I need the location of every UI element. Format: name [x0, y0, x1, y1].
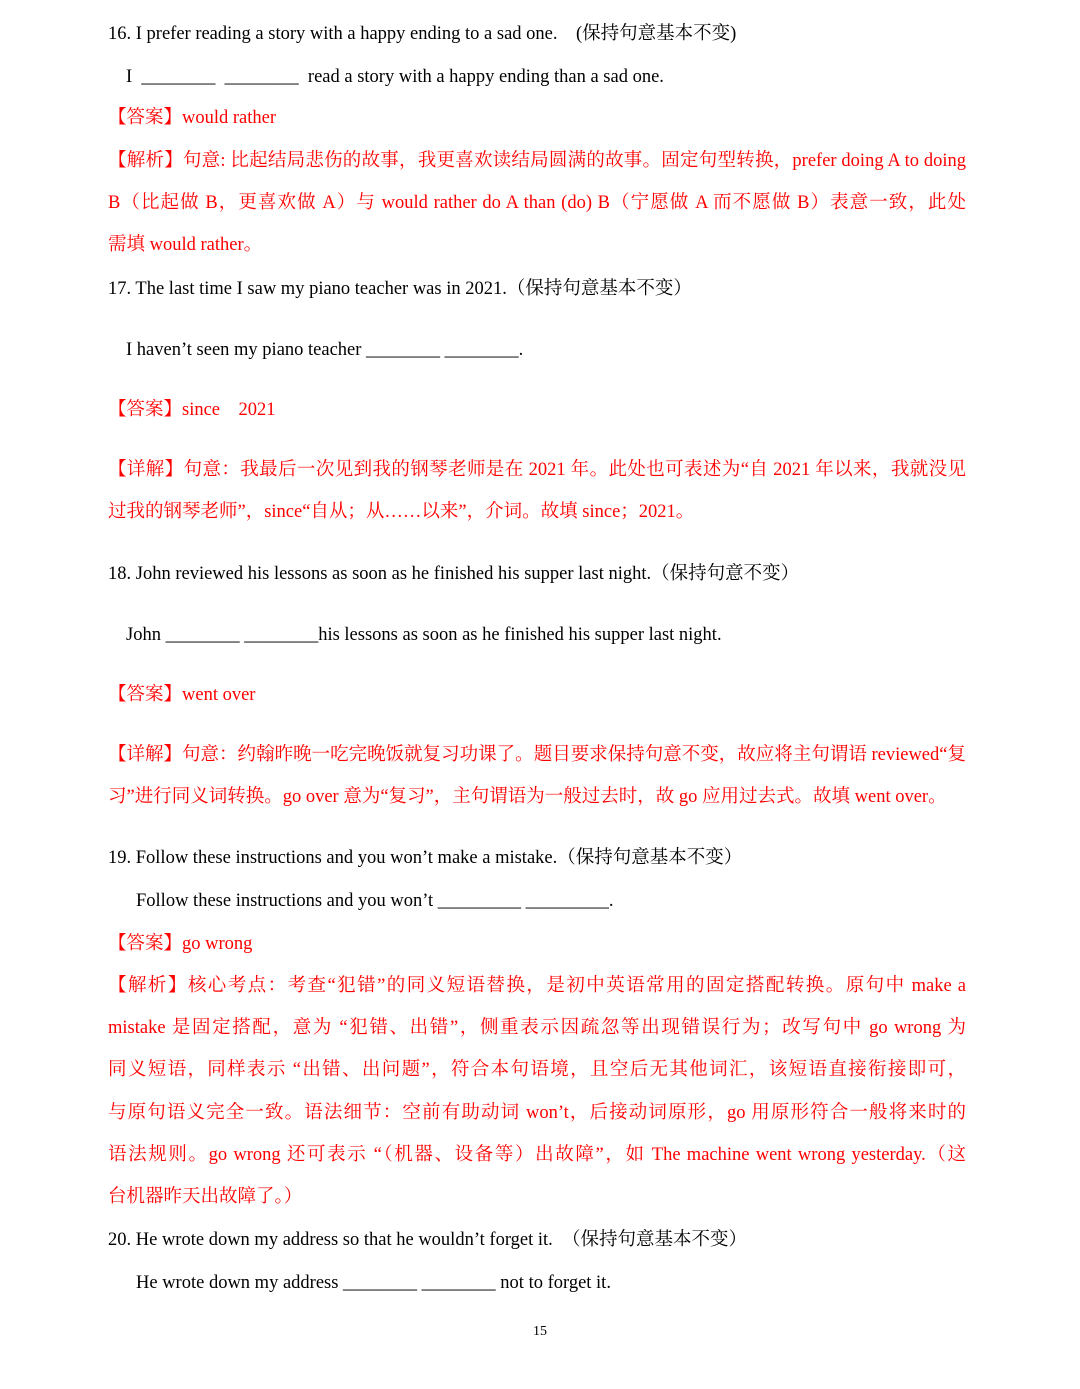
q19-analysis-line-4: 与原句语义完全一致。语法细节：空前有助动词 won’t，后接动词原形，go 用原形符合一般将来时的: [108, 1103, 966, 1123]
q17-analysis-line-1: 【详解】句意：我最后一次见到我的钢琴老师是在 2021 年。此处也可表述为“自 2021 年以来，我就没见: [108, 460, 966, 480]
q19-analysis-line-5: 语法规则。go wrong 还可表示 “（机器、设备等）出故障”，如 The machine went wrong yesterday.（这: [108, 1145, 966, 1165]
q18-answer: 【答案】went over: [108, 685, 256, 705]
q16-analysis-line-2: B（比起做 B，更喜欢做 A）与 would rather do A than (do) B（宁愿做 A 而不愿做 B）表意一致，此处: [108, 193, 966, 213]
q19-question: 19. Follow these instructions and you won’t make a mistake.（保持句意基本不变）: [108, 848, 743, 868]
q20-blank-line: He wrote down my address ________ ________ not to forget it.: [136, 1273, 611, 1293]
q18-blank-line: John ________ ________his lessons as soon as he finished his supper last night.: [126, 625, 722, 645]
q16-blank-line: I ________ ________ read a story with a happy ending than a sad one.: [126, 67, 664, 87]
q17-blank-line: I haven’t seen my piano teacher ________ ________.: [126, 340, 524, 360]
q17-question: 17. The last time I saw my piano teacher was in 2021.（保持句意基本不变）: [108, 279, 692, 299]
q17-answer: 【答案】since 2021: [108, 400, 276, 420]
q19-analysis-line-1: 【解析】核心考点：考查“犯错”的同义短语替换，是初中英语常用的固定搭配转换。原句中 make a: [108, 976, 966, 996]
q20-question: 20. He wrote down my address so that he wouldn’t forget it. （保持句意基本不变）: [108, 1230, 748, 1250]
q19-analysis-line-2: mistake 是固定搭配，意为 “犯错、出错”，侧重表示因疏忽等出现错误行为；改写句中 go wrong 为: [108, 1018, 966, 1038]
q16-answer: 【答案】would rather: [108, 108, 277, 128]
q16-analysis-line-3: 需填 would rather。: [108, 235, 263, 255]
q19-answer: 【答案】go wrong: [108, 934, 253, 954]
q17-analysis-line-2: 过我的钢琴老师”，since“自从；从……以来”，介词。故填 since；2021。: [108, 502, 695, 522]
q19-blank-line: Follow these instructions and you won’t _________ _________.: [136, 891, 614, 911]
page-number: 15: [533, 1324, 547, 1339]
q16-analysis-line-1: 【解析】句意: 比起结局悲伤的故事，我更喜欢读结局圆满的故事。固定句型转换，prefer doing A to doing: [108, 151, 966, 171]
q19-analysis-line-6: 台机器昨天出故障了。）: [108, 1187, 303, 1207]
q18-analysis-line-2: 习”进行同义词转换。go over 意为“复习”，主句谓语为一般过去时，故 go 应用过去式。故填 went over。: [108, 787, 947, 807]
q18-analysis-line-1: 【详解】句意：约翰昨晚一吃完晚饭就复习功课了。题目要求保持句意不变，故应将主句谓语 reviewed“复: [108, 745, 966, 765]
q16-question: 16. I prefer reading a story with a happy ending to a sad one. (保持句意基本不变): [108, 24, 737, 44]
q18-question: 18. John reviewed his lessons as soon as he finished his supper last night.（保持句意不变）: [108, 564, 800, 584]
q19-analysis-line-3: 同义短语，同样表示 “出错、出问题”，符合本句语境，且空后无其他词汇，该短语直接衔接即可，: [108, 1060, 966, 1080]
